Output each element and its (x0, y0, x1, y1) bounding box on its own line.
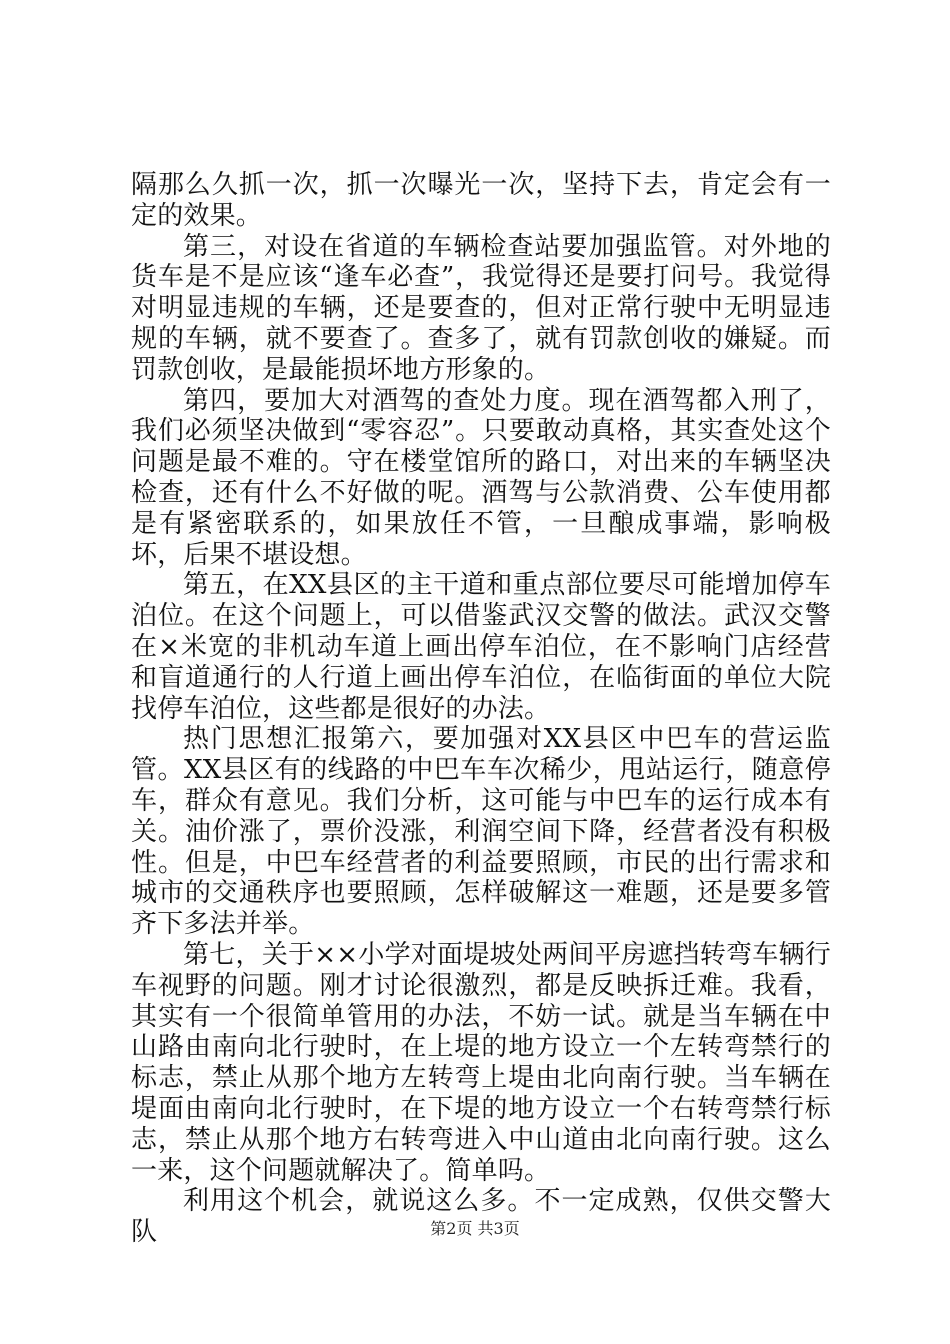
paragraph-point-three: 第三，对设在省道的车辆检查站要加强监管。对外地的货车是不是应该“逢车必查”，我觉得还是要打问号。我觉得对明显违规的车辆，还是要查的，但对正常行驶中无明显违规的车辆，就不要查了。查多了，就有罚款创收的嫌疑。而罚款创收，是最能损坏地方形象的。 (131, 231, 831, 385)
paragraph-point-five: 第五，在XX县区的主干道和重点部位要尽可能增加停车泊位。在这个问题上，可以借鉴武汉交警的做法。武汉交警在×米宽的非机动车道上画出停车泊位，在不影响门店经营和盲道通行的人行道上画出停车泊位，在临街面的单位大院找停车泊位，这些都是很好的办法。 (131, 570, 831, 724)
page-number-footer: 第2页 共3页 (430, 1219, 520, 1238)
document-body (131, 170, 831, 1248)
paragraph-closing: 利用这个机会，就说这么多。不一定成熟，仅供交警大队 (131, 1186, 831, 1248)
paragraph-continuation: 隔那么久抓一次，抓一次曝光一次，坚持下去，肯定会有一定的效果。 (131, 170, 831, 231)
paragraph-point-six: 热门思想汇报第六，要加强对XX县区中巴车的营运监管。XX县区有的线路的中巴车车次稀少，甩站运行，随意停车，群众有意见。我们分析，这可能与中巴车的运行成本有关。油价涨了，票价没涨，利润空间下降，经营者没有积极性。但是，中巴车经营者的利益要照顾，市民的出行需求和城市的交通秩序也要照顾，怎样破解这一难题，还是要多管齐下多法并举。 (131, 724, 831, 940)
paragraph-point-four: 第四，要加大对酒驾的查处力度。现在酒驾都入刑了，我们必须坚决做到“零容忍”。只要敢动真格，其实查处这个问题是最不难的。守在楼堂馆所的路口，对出来的车辆坚决检查，还有什么不好做的呢。酒驾与公款消费、公车使用都是有紧密联系的，如果放任不管，一旦酿成事端，影响极坏，后果不堪设想。 (131, 385, 831, 570)
paragraph-point-seven: 第七，关于××小学对面堤坡处两间平房遮挡转弯车辆行车视野的问题。刚才讨论很激烈，都是反映拆迁难。我看，其实有一个很简单管用的办法，不妨一试。就是当车辆在中山路由南向北行驶时，在上堤的地方设立一个左转弯禁行的标志，禁止从那个地方左转弯上堤由北向南行驶。当车辆在堤面由南向北行驶时，在下堤的地方设立一个右转弯禁行标志，禁止从那个地方右转弯进入中山道由北向南行驶。这么一来，这个问题就解决了。简单吗。 (131, 939, 831, 1186)
